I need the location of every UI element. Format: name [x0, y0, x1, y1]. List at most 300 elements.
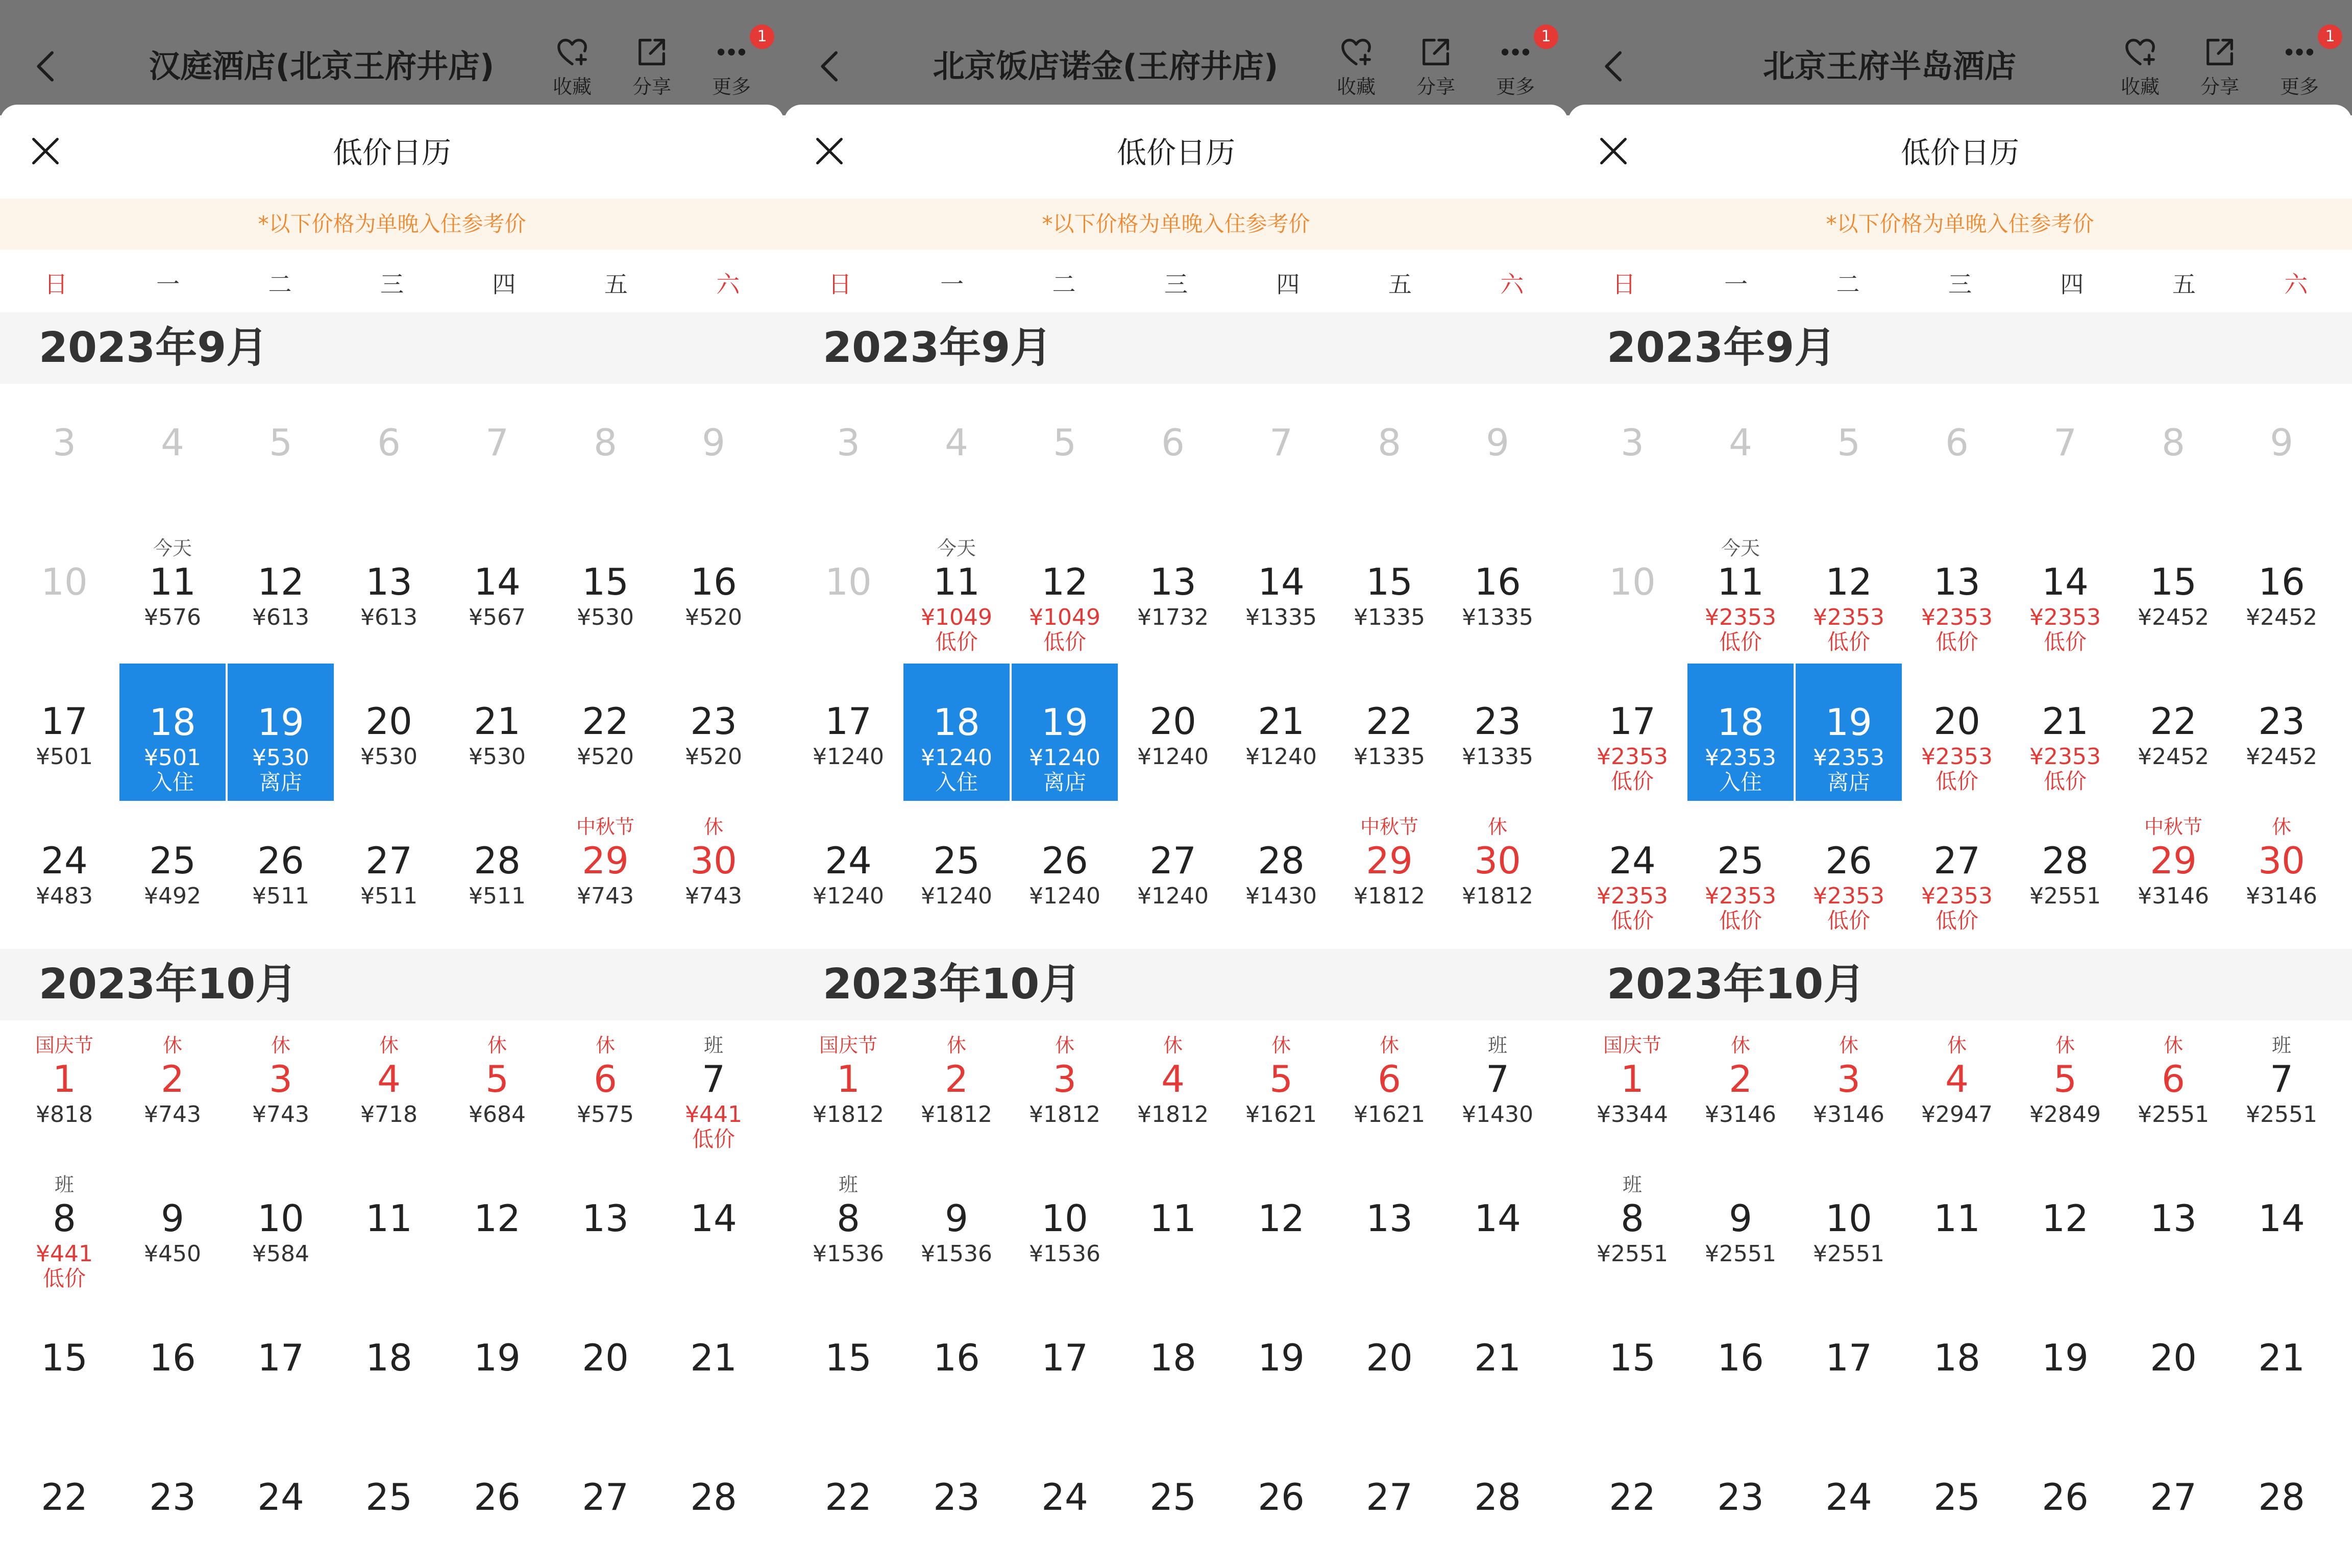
- weekday-header: [784, 256, 1568, 312]
- day-cell[interactable]: [1011, 663, 1119, 802]
- day-cell[interactable]: [794, 1020, 902, 1160]
- day-cell: [335, 384, 443, 523]
- day-cell[interactable]: [1443, 1299, 1552, 1438]
- day-cell[interactable]: [1443, 802, 1552, 941]
- day-cell[interactable]: [1795, 523, 1903, 663]
- day-cell[interactable]: [659, 1160, 768, 1299]
- back-button[interactable]: [22, 40, 71, 95]
- day-cell: [1119, 384, 1227, 523]
- day-price: ¥1536: [813, 1241, 884, 1267]
- day-number: 20: [582, 1336, 629, 1379]
- day-cell[interactable]: [1443, 663, 1552, 802]
- day-cell[interactable]: [794, 1299, 902, 1438]
- day-cell[interactable]: [1335, 1299, 1443, 1438]
- day-cell[interactable]: [2011, 1299, 2119, 1438]
- more-dots-button[interactable]: [1482, 28, 1551, 107]
- day-number: 18: [1933, 1336, 1980, 1379]
- day-number: 14: [2042, 560, 2089, 603]
- action-label: 更多: [2280, 76, 2319, 98]
- day-cell[interactable]: [118, 523, 227, 663]
- day-cell[interactable]: [794, 1160, 902, 1299]
- chevron-left-icon: [1595, 46, 1635, 89]
- day-number: 18: [365, 1336, 412, 1379]
- chevron-left-icon: [811, 46, 851, 89]
- day-cell[interactable]: [10, 1160, 118, 1299]
- calendar-grid: [794, 1020, 1558, 1568]
- share-button[interactable]: [1403, 31, 1469, 107]
- low-price-label: 低价: [1827, 908, 1870, 933]
- day-price: ¥1430: [1462, 1101, 1533, 1128]
- day-cell[interactable]: [551, 663, 659, 802]
- day-number: 19: [1041, 701, 1088, 744]
- day-cell[interactable]: [2227, 802, 2336, 941]
- day-cell[interactable]: [2119, 523, 2227, 663]
- day-cell[interactable]: [1903, 1299, 2011, 1438]
- day-cell[interactable]: [1795, 663, 1903, 802]
- back-button[interactable]: [1590, 40, 1639, 95]
- day-price: ¥2353: [1813, 745, 1884, 771]
- day-cell[interactable]: [335, 1020, 443, 1160]
- day-number: 23: [1474, 700, 1521, 743]
- day-cell[interactable]: [443, 1438, 551, 1568]
- day-cell[interactable]: [2227, 1020, 2336, 1160]
- top-bar: [0, 0, 784, 115]
- day-cell[interactable]: [1903, 802, 2011, 941]
- low-price-label: 低价: [935, 629, 978, 654]
- day-cell[interactable]: [1686, 1020, 1795, 1160]
- low-price-label: 低价: [692, 1126, 735, 1152]
- day-cell[interactable]: [1119, 1299, 1227, 1438]
- day-cell[interactable]: [1011, 802, 1119, 941]
- day-cell[interactable]: [1227, 1438, 1335, 1568]
- day-price: ¥1049: [1029, 604, 1100, 630]
- day-cell[interactable]: [10, 1438, 118, 1568]
- day-cell[interactable]: [1686, 802, 1795, 941]
- day-cell[interactable]: [227, 523, 335, 663]
- day-number: 12: [1041, 560, 1088, 603]
- day-cell[interactable]: [551, 1160, 659, 1299]
- day-cell[interactable]: [2227, 1160, 2336, 1299]
- day-cell[interactable]: [1335, 1020, 1443, 1160]
- day-number: 9: [1486, 421, 1509, 464]
- day-number: 22: [1609, 1476, 1656, 1518]
- day-cell[interactable]: [335, 523, 443, 663]
- day-cell[interactable]: [1443, 523, 1552, 663]
- day-cell[interactable]: [10, 1299, 118, 1438]
- month-header: 2023年9月: [784, 312, 1568, 384]
- day-cell[interactable]: [1686, 1160, 1795, 1299]
- day-cell[interactable]: [1686, 1438, 1795, 1568]
- calendar-grid: [1578, 1020, 2342, 1568]
- day-price: ¥520: [685, 604, 742, 630]
- day-price: ¥1812: [1354, 883, 1425, 909]
- day-number: 24: [1825, 1476, 1872, 1518]
- heart-add-button[interactable]: [2107, 31, 2173, 107]
- day-cell[interactable]: [335, 1438, 443, 1568]
- day-cell[interactable]: [443, 802, 551, 941]
- day-number: 9: [161, 1197, 184, 1240]
- day-number: 20: [1366, 1336, 1413, 1379]
- day-cell[interactable]: [227, 1299, 335, 1438]
- day-cell[interactable]: [1578, 1438, 1686, 1568]
- more-dots-button[interactable]: [2266, 28, 2335, 107]
- day-cell[interactable]: [1227, 802, 1335, 941]
- day-cell[interactable]: [1795, 802, 1903, 941]
- day-price: ¥2551: [1597, 1241, 1668, 1267]
- day-cell[interactable]: [1903, 1438, 2011, 1568]
- day-cell: [1795, 384, 1903, 523]
- day-number: 8: [837, 1197, 860, 1240]
- day-number: 14: [1474, 1197, 1521, 1240]
- day-cell[interactable]: [2119, 1438, 2227, 1568]
- day-price: ¥2353: [1813, 883, 1884, 909]
- day-price: ¥530: [360, 744, 418, 770]
- day-number: 28: [2042, 839, 2089, 882]
- day-cell[interactable]: [659, 1438, 768, 1568]
- day-number: 27: [582, 1476, 629, 1518]
- day-cell[interactable]: [1119, 1020, 1227, 1160]
- day-cell[interactable]: [335, 1299, 443, 1438]
- day-price: ¥1240: [813, 744, 884, 770]
- day-number: 15: [1366, 560, 1413, 603]
- share-button[interactable]: [2187, 31, 2253, 107]
- back-button[interactable]: [806, 40, 855, 95]
- day-cell[interactable]: [227, 802, 335, 941]
- day-number: 9: [2270, 421, 2293, 464]
- day-number: 16: [1474, 560, 1521, 603]
- day-number: 14: [2258, 1197, 2305, 1240]
- day-number: 6: [377, 421, 401, 464]
- day-number: 17: [1609, 700, 1656, 743]
- day-number: 26: [1041, 839, 1088, 882]
- day-price: ¥530: [252, 745, 309, 771]
- day-number: 9: [702, 421, 725, 464]
- day-cell[interactable]: [443, 1020, 551, 1160]
- day-number: 30: [2258, 839, 2305, 882]
- low-price-label: 低价: [1935, 908, 1978, 933]
- day-cell[interactable]: [659, 802, 768, 941]
- day-cell[interactable]: [1686, 1299, 1795, 1438]
- sheet-title: 低价日历: [1116, 135, 1235, 170]
- day-tag: 班: [838, 1173, 858, 1196]
- notification-badge: 1: [750, 24, 774, 49]
- heart-add-button[interactable]: [539, 31, 605, 107]
- day-price: ¥2452: [2138, 604, 2209, 630]
- checkout-label: 离店: [1827, 770, 1870, 795]
- day-number: 25: [149, 839, 196, 882]
- day-cell[interactable]: [1227, 663, 1335, 802]
- more-dots-button[interactable]: [698, 28, 767, 107]
- day-number: 28: [1474, 1476, 1521, 1518]
- action-label: 收藏: [2120, 76, 2160, 98]
- day-cell[interactable]: [1335, 802, 1443, 941]
- share-button[interactable]: [619, 31, 685, 107]
- day-number: 23: [933, 1476, 980, 1518]
- day-cell[interactable]: [443, 1160, 551, 1299]
- day-cell[interactable]: [1227, 523, 1335, 663]
- day-cell[interactable]: [1903, 523, 2011, 663]
- day-cell[interactable]: [2227, 1438, 2336, 1568]
- calendar-grid: [794, 384, 1558, 941]
- day-cell[interactable]: [1119, 1160, 1227, 1299]
- day-cell[interactable]: [2227, 663, 2336, 802]
- day-cell[interactable]: [227, 1020, 335, 1160]
- day-cell[interactable]: [1011, 1020, 1119, 1160]
- day-number: 14: [1258, 560, 1305, 603]
- day-price: ¥483: [36, 883, 93, 909]
- day-cell[interactable]: [10, 663, 118, 802]
- heart-add-button[interactable]: [1323, 31, 1389, 107]
- calendar-sheet: [1568, 105, 2352, 1568]
- day-cell[interactable]: [2119, 802, 2227, 941]
- day-cell[interactable]: [2011, 523, 2119, 663]
- day-cell[interactable]: [902, 523, 1011, 663]
- day-tag: 国庆节: [1603, 1034, 1661, 1057]
- day-number: 24: [825, 839, 872, 882]
- day-cell[interactable]: [794, 802, 902, 941]
- day-number: 18: [1717, 701, 1764, 744]
- day-cell[interactable]: [10, 802, 118, 941]
- day-price: ¥743: [577, 883, 634, 909]
- day-cell[interactable]: [659, 1020, 768, 1160]
- day-number: 17: [1041, 1336, 1088, 1379]
- day-cell[interactable]: [659, 1299, 768, 1438]
- day-number: 19: [257, 701, 304, 744]
- day-cell[interactable]: [1578, 663, 1686, 802]
- day-cell[interactable]: [902, 1020, 1011, 1160]
- day-cell[interactable]: [902, 802, 1011, 941]
- day-cell[interactable]: [1443, 1160, 1552, 1299]
- day-cell[interactable]: [794, 1438, 902, 1568]
- day-cell[interactable]: [1335, 523, 1443, 663]
- day-cell[interactable]: [1443, 1020, 1552, 1160]
- chevron-left-icon: [27, 46, 67, 89]
- day-cell[interactable]: [1011, 1438, 1119, 1568]
- day-price: ¥743: [252, 1101, 309, 1128]
- more-dots-icon: [2278, 28, 2335, 74]
- day-cell[interactable]: [2119, 1160, 2227, 1299]
- day-tag: 休: [946, 1034, 966, 1057]
- day-cell[interactable]: [1011, 1299, 1119, 1438]
- day-cell[interactable]: [227, 1160, 335, 1299]
- day-price: ¥511: [360, 883, 418, 909]
- day-number: 1: [1621, 1058, 1644, 1100]
- day-cell[interactable]: [2119, 1299, 2227, 1438]
- day-cell[interactable]: [659, 663, 768, 802]
- day-cell[interactable]: [2227, 523, 2336, 663]
- day-cell[interactable]: [118, 1299, 227, 1438]
- day-cell: [227, 384, 335, 523]
- day-tag: 今天: [153, 537, 192, 559]
- day-cell[interactable]: [1119, 523, 1227, 663]
- day-number: 28: [690, 1476, 737, 1518]
- day-cell[interactable]: [902, 1299, 1011, 1438]
- day-cell[interactable]: [1011, 1160, 1119, 1299]
- day-cell[interactable]: [902, 663, 1011, 802]
- day-number: 16: [933, 1336, 980, 1379]
- weekday-label: 六: [2284, 271, 2308, 298]
- day-cell[interactable]: [902, 1160, 1011, 1299]
- low-price-label: 低价: [2043, 629, 2087, 654]
- month-header: 2023年10月: [0, 949, 784, 1020]
- day-cell[interactable]: [1795, 1160, 1903, 1299]
- day-cell[interactable]: [10, 1020, 118, 1160]
- day-price: ¥3146: [1705, 1101, 1776, 1128]
- day-number: 28: [2258, 1476, 2305, 1518]
- day-tag: 休: [1487, 816, 1507, 838]
- day-cell: [443, 384, 551, 523]
- day-cell: [10, 384, 118, 523]
- day-number: 13: [2150, 1197, 2197, 1240]
- top-bar: [784, 0, 1568, 115]
- day-cell[interactable]: [2227, 1299, 2336, 1438]
- day-price: ¥1335: [1354, 744, 1425, 770]
- day-number: 3: [837, 421, 860, 464]
- day-cell[interactable]: [1578, 1160, 1686, 1299]
- day-number: 28: [474, 839, 521, 882]
- day-cell[interactable]: [1119, 802, 1227, 941]
- day-cell[interactable]: [551, 1438, 659, 1568]
- day-cell[interactable]: [1578, 802, 1686, 941]
- action-label: 更多: [1496, 76, 1535, 98]
- day-cell[interactable]: [1443, 1438, 1552, 1568]
- day-cell[interactable]: [1119, 1438, 1227, 1568]
- day-cell[interactable]: [335, 663, 443, 802]
- day-cell[interactable]: [1011, 523, 1119, 663]
- day-tag: 班: [703, 1034, 723, 1057]
- day-cell[interactable]: [1335, 1160, 1443, 1299]
- day-cell[interactable]: [443, 523, 551, 663]
- day-number: 3: [269, 1058, 292, 1100]
- day-tag: 休: [271, 1034, 290, 1057]
- day-number: 10: [1609, 560, 1656, 603]
- month-header: 2023年9月: [1568, 312, 2352, 384]
- day-cell[interactable]: [1335, 1438, 1443, 1568]
- day-cell[interactable]: [335, 802, 443, 941]
- day-cell[interactable]: [1903, 1020, 2011, 1160]
- day-number: 6: [1945, 421, 1969, 464]
- day-cell[interactable]: [1903, 1160, 2011, 1299]
- day-cell: [794, 523, 902, 663]
- day-cell[interactable]: [659, 523, 768, 663]
- day-price: ¥2452: [2246, 744, 2317, 770]
- day-cell[interactable]: [1227, 1160, 1335, 1299]
- day-number: 2: [161, 1058, 184, 1100]
- day-price: ¥2353: [2029, 744, 2101, 770]
- day-number: 20: [365, 700, 412, 743]
- day-cell[interactable]: [902, 1438, 1011, 1568]
- day-price: ¥2353: [1921, 744, 1993, 770]
- hotel-panel-3: [1568, 0, 2352, 1568]
- day-cell[interactable]: [1795, 1020, 1903, 1160]
- weekday-label: 一: [156, 271, 180, 298]
- day-cell[interactable]: [118, 1020, 227, 1160]
- day-cell[interactable]: [1578, 1299, 1686, 1438]
- day-price: ¥613: [252, 604, 309, 630]
- day-cell[interactable]: [794, 663, 902, 802]
- day-tag: 班: [2271, 1034, 2291, 1057]
- day-cell[interactable]: [1686, 523, 1795, 663]
- day-price: ¥576: [144, 604, 201, 630]
- day-cell[interactable]: [227, 1438, 335, 1568]
- day-price: ¥1335: [1462, 604, 1533, 630]
- day-tag: 休: [2271, 816, 2291, 838]
- checkin-label: 入住: [935, 770, 978, 795]
- day-cell[interactable]: [1686, 663, 1795, 802]
- day-cell[interactable]: [2011, 1020, 2119, 1160]
- day-cell[interactable]: [2011, 1160, 2119, 1299]
- weekday-label: 二: [268, 271, 292, 298]
- day-cell[interactable]: [2011, 1438, 2119, 1568]
- day-cell[interactable]: [1578, 1020, 1686, 1160]
- day-number: 23: [2258, 700, 2305, 743]
- day-cell[interactable]: [335, 1160, 443, 1299]
- price-notice: *以下价格为单晚入住参考价: [784, 199, 1568, 250]
- day-cell[interactable]: [551, 523, 659, 663]
- day-cell[interactable]: [443, 663, 551, 802]
- day-number: 23: [1717, 1476, 1764, 1518]
- day-number: 15: [2150, 560, 2197, 603]
- day-cell[interactable]: [118, 802, 227, 941]
- day-cell[interactable]: [118, 663, 227, 802]
- day-cell[interactable]: [118, 1160, 227, 1299]
- day-tag: 休: [595, 1034, 615, 1057]
- day-number: 18: [149, 701, 196, 744]
- day-cell: [2227, 384, 2336, 523]
- day-cell: [1578, 523, 1686, 663]
- day-number: 26: [257, 839, 304, 882]
- day-tag: 今天: [1721, 537, 1760, 559]
- day-price: ¥2353: [1705, 745, 1776, 771]
- day-cell[interactable]: [1795, 1438, 1903, 1568]
- day-number: 21: [1474, 1336, 1521, 1379]
- day-number: 7: [1486, 1058, 1509, 1100]
- day-price: ¥2452: [2246, 604, 2317, 630]
- day-cell[interactable]: [551, 802, 659, 941]
- day-cell[interactable]: [1227, 1299, 1335, 1438]
- day-price: ¥2551: [2138, 1101, 2209, 1128]
- day-number: 13: [1933, 560, 1980, 603]
- day-price: ¥1536: [921, 1241, 992, 1267]
- day-cell[interactable]: [2119, 1020, 2227, 1160]
- day-tag: 班: [1487, 1034, 1507, 1057]
- day-cell[interactable]: [1795, 1299, 1903, 1438]
- day-cell[interactable]: [1903, 663, 2011, 802]
- day-tag: 今天: [937, 537, 976, 559]
- day-cell[interactable]: [1227, 1020, 1335, 1160]
- day-number: 15: [825, 1336, 872, 1379]
- day-cell[interactable]: [1119, 663, 1227, 802]
- day-cell[interactable]: [2011, 802, 2119, 941]
- day-cell[interactable]: [2119, 663, 2227, 802]
- day-number: 22: [41, 1476, 88, 1518]
- day-tag: 中秋节: [1360, 816, 1418, 838]
- day-number: 6: [594, 1058, 617, 1100]
- day-cell[interactable]: [551, 1020, 659, 1160]
- day-cell[interactable]: [227, 663, 335, 802]
- action-label: 收藏: [1336, 76, 1376, 98]
- day-cell[interactable]: [2011, 663, 2119, 802]
- weekday-label: 五: [604, 271, 628, 298]
- day-number: 1: [53, 1058, 76, 1100]
- day-cell[interactable]: [443, 1299, 551, 1438]
- day-cell[interactable]: [118, 1438, 227, 1568]
- day-number: 29: [582, 839, 629, 882]
- month-header: 2023年9月: [0, 312, 784, 384]
- day-number: 24: [1041, 1476, 1088, 1518]
- day-cell[interactable]: [551, 1299, 659, 1438]
- day-cell[interactable]: [1335, 663, 1443, 802]
